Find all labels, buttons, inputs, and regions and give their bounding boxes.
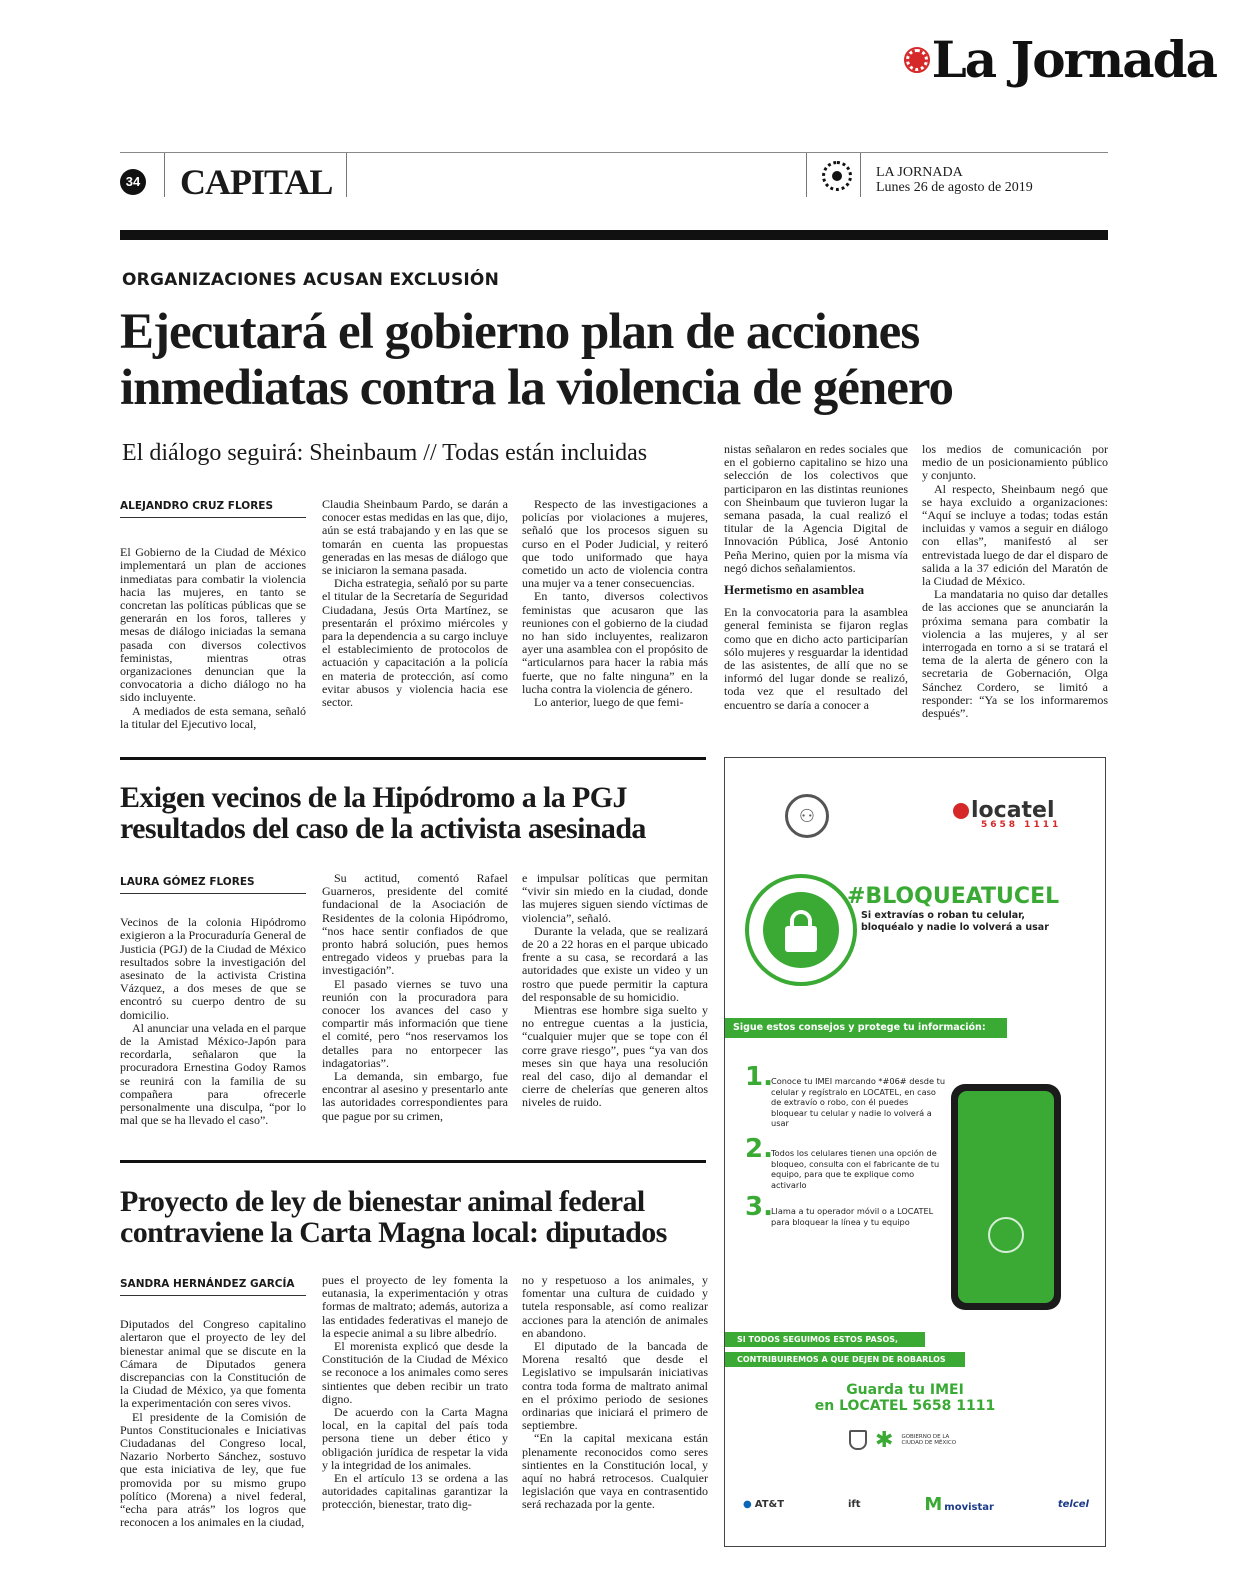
article2-headline xyxy=(120,782,646,844)
imei-line: Guarda tu IMEI xyxy=(846,1382,964,1398)
paragraph: A mediados de esta semana, señaló la titular del Ejecutivo local, xyxy=(120,703,306,731)
ad-footer-line: CONTRIBUIREMOS A QUE DEJEN DE ROBARLOS xyxy=(725,1352,965,1367)
article2-column-3 xyxy=(522,872,708,1110)
paragraph: “En la capital mexicana están plenamente reconocidos como seres sintientes en la Constitución local, y aquí no habrá retrocesos. Cualquier legislación que vaya en contrasentido será rechazada por la gente. xyxy=(522,1431,708,1512)
sponsor-logos xyxy=(743,1494,1089,1515)
locatel-number: 5658 1111 xyxy=(981,820,1062,830)
ad-step xyxy=(745,1192,945,1227)
paragraph: Dicha estrategia, señaló por su parte el titular de la Secretaría de Seguridad Ciudadana, Jesús Orta Martínez, se presentarán el próximo miércoles y para la dependencia a su cargo incluye el establecimiento de protocolos de actuación y capacitación a la policía en materia de protección, así como evitar abusos y violencia hacia ese sector. xyxy=(322,576,508,710)
ad-step xyxy=(745,1134,945,1190)
locatel-advertisement xyxy=(724,757,1106,1547)
paragraph: pues el proyecto de ley fomenta la eutanasia, la experimentación y otras formas de maltrato; además, autoriza a las entidades federativas el manejo de la especie animal a su libre albedrío. xyxy=(322,1273,508,1340)
paragraph: los medios de comunicación por medio de un posicionamiento público y conjunto. xyxy=(922,442,1108,483)
ad-hashtag: #BLOQUEATUCEL xyxy=(847,884,1060,909)
paragraph: El pasado viernes se tuvo una reunión con la procuradora para conocer los avances del caso y compartir más información que tiene el comité, pero “nos reservamos los detalles para no entorpecer las indagatorias”. xyxy=(322,976,508,1070)
ad-tips-banner: Sigue estos consejos y protege tu información: xyxy=(725,1018,1007,1038)
padlock-background xyxy=(763,892,839,968)
att-logo: ● AT&T xyxy=(743,1499,784,1510)
article1-intertitle: Hermetismo en asamblea xyxy=(724,582,865,598)
article1-kicker: ORGANIZACIONES ACUSAN EXCLUSIÓN xyxy=(122,270,499,290)
page-header xyxy=(120,152,1108,200)
padlock-body xyxy=(785,926,817,952)
paper-name: LA JORNADA xyxy=(876,165,963,180)
header-divider xyxy=(806,153,807,197)
step-number: 2. xyxy=(745,1134,773,1164)
ad-footer-line: SI TODOS SEGUIMOS ESTOS PASOS, xyxy=(725,1332,925,1347)
paragraph: El diputado de la bancada de Morena resaltó que desde el Legislativo se impulsarán iniciativas contra toda forma de maltrato animal en el próximo periodo de sesiones ordinarias que iniciará el primero de septiembre. xyxy=(522,1339,708,1433)
cdmx-star-icon: ✱ xyxy=(875,1427,894,1452)
article3-top-rule xyxy=(120,1160,706,1163)
article1-column-1 xyxy=(120,500,306,731)
header-divider xyxy=(346,153,347,197)
article1-headline xyxy=(120,304,1110,416)
step-text: Conoce tu IMEI marcando *#06# desde tu celular y regístralo en LOCATEL, en caso de extravío o robo, con él puedes bloquear tu celular y nadie lo volverá a usar xyxy=(771,1076,946,1128)
lock-icon xyxy=(988,1217,1024,1253)
paragraph: Respecto de las investigaciones a policías por violaciones a mujeres, señaló que los procesos siguen su curso en el Poder Judicial, y reiteró que todo uniformado que haya cometido un acto de violencia contra una mujer va a tener consecuencias. xyxy=(522,497,708,591)
headline-line: Exigen vecinos de la Hipódromo a la PGJ xyxy=(120,781,627,814)
headline-line: inmediatas contra la violencia de género xyxy=(120,360,954,416)
article1-column-2 xyxy=(322,498,508,709)
paragraph: Vecinos de la colonia Hipódromo exigieron a la Procuraduría General de Justicia (PGJ) de la Ciudad de México resultados sobre la investigación del asesinato de la activista Cristina Vázquez, a dos meses de que se encontró su cuerpo dentro de su domicilio. xyxy=(120,915,306,1022)
section-title: CAPITAL xyxy=(180,162,333,202)
ad-tagline: Si extravías o roban tu celular, bloquéalo y nadie lo volverá a usar xyxy=(861,910,1049,933)
logo-sun-icon xyxy=(906,49,928,71)
logo-text: La Jornada xyxy=(931,30,1216,89)
masthead-logo xyxy=(906,30,1216,89)
movistar-logo: M movistar xyxy=(924,1494,994,1515)
step-text: Llama a tu operador móvil o a LOCATEL para bloquear la línea y tu equipo xyxy=(771,1206,934,1227)
issue-date: Lunes 26 de agosto de 2019 xyxy=(876,180,1033,195)
paragraph: El morenista explicó que desde la Constitución de la Ciudad de México se reconoce a los animales como seres sintientes que deben recibir un trato digno. xyxy=(322,1339,508,1406)
paragraph: Mientras ese hombre siga suelto y no entregue cuentas a la justicia, “cualquier mujer que se tope con él corre grave riesgo”, pues “ya van dos meses sin que haya una resolución real del caso, dijo al demandar el cierre de chelerías que generen altos niveles de ruido. xyxy=(522,1003,708,1110)
article3-byline: SANDRA HERNÁNDEZ GARCÍA xyxy=(120,1278,306,1296)
imei-line: en LOCATEL 5658 1111 xyxy=(814,1398,996,1414)
government-text: GOBIERNO DE LA CIUDAD DE MÉXICO xyxy=(901,1433,957,1446)
coat-of-arms-icon xyxy=(849,1430,867,1450)
people-group-icon: ⚇ xyxy=(785,794,829,838)
location-pin-icon xyxy=(953,803,969,819)
paragraph: El presidente de la Comisión de Puntos Constitucionales e Iniciativas Ciudadanas del Congreso local, Nazario Norberto Sánchez, sostuvo que esta iniciativa de ley, que fue promovida por su mismo grupo político (Morena) a nivel federal, “echa para atrás” los logros que reconocen a los animales en la ciudad, xyxy=(120,1409,306,1530)
headline-line: contraviene la Carta Magna local: diputados xyxy=(120,1216,667,1249)
paragraph: La demanda, sin embargo, fue encontrar al asesino y presentarlo ante las autoridades correspondientes para que pague por su crimen, xyxy=(322,1069,508,1123)
paragraph: En el artículo 13 se ordena a las autoridades capitalinas garantizar la protección, bienestar, trato dig- xyxy=(322,1471,508,1512)
article1-byline: ALEJANDRO CRUZ FLORES xyxy=(120,500,306,518)
article1-subhead: El diálogo seguirá: Sheinbaum // Todas están incluidas xyxy=(122,440,648,466)
paragraph: Lo anterior, luego de que femi- xyxy=(534,695,684,710)
header-paper-info xyxy=(876,165,1033,195)
article3-column-3 xyxy=(522,1274,708,1512)
step-number: 1. xyxy=(745,1062,773,1092)
phone-screen xyxy=(958,1091,1054,1303)
article3-column-1 xyxy=(120,1278,306,1529)
headline-line: resultados del caso de la activista asesinada xyxy=(120,812,646,845)
step-text: Todos los celulares tienen una opción de bloqueo, consulta con el fabricante de tu equipo, para que te explique como activarlo xyxy=(771,1148,940,1190)
paragraph: Al anunciar una velada en el parque de la Amistad México-Japón para recordarla, señalaron que la procuradora Ernestina Godoy Ramos se reunirá con la familia de su compañera para ofrecerle personalmente una disculpa, “por lo mal que se ha llevado el caso”. xyxy=(120,1020,306,1128)
article2-top-rule xyxy=(120,757,706,760)
ad-step xyxy=(745,1062,946,1129)
ad-imei-callout xyxy=(805,1382,1005,1414)
article1-column-4 xyxy=(724,443,908,712)
article1-column-5 xyxy=(922,443,1108,720)
article2-column-1 xyxy=(120,876,306,1127)
header-rule xyxy=(120,230,1108,240)
paragraph: El Gobierno de la Ciudad de México implementará un plan de acciones inmediatas para combatir la violencia hacia las mujeres, en tanto se concretan las políticas públicas que se generarán en los foros, talleres y mesas de diálogo iniciadas la semana pasada con diversos colectivos feministas, mientras otras organizaciones denuncian que la convocatoria a dicho diálogo no ha sido incluyente. xyxy=(120,545,306,705)
smartphone-icon xyxy=(951,1084,1061,1310)
newspaper-sun-icon xyxy=(822,161,852,191)
paragraph: no y respetuoso a los animales, y fomentar una cultura de cuidado y tutela responsable, así como realizar acciones para la atención de animales en abandono. xyxy=(522,1273,708,1340)
paragraph: La mandataria no quiso dar detalles de las acciones que se anunciarán la próxima semana para combatir la violencia a las mujeres, y al ser interrogada en torno a si se tratará el tema de la alerta de género con la secretaria de Gobernación, Olga Sánchez Cordero, se limitó a responder: “Ya se los informaremos después”. xyxy=(922,587,1108,721)
article1-column-3 xyxy=(522,498,708,709)
headline-line: Proyecto de ley de bienestar animal federal xyxy=(120,1185,645,1218)
telcel-logo: telcel xyxy=(1057,1499,1089,1510)
step-number: 3. xyxy=(745,1192,773,1222)
ift-logo: ift xyxy=(847,1499,861,1510)
paragraph: En la convocatoria para la asamblea general feminista se fijaron reglas como que en dicho acto participarían sólo mujeres y resguardar la identidad de las asistentes, de allí que no se informó del lugar donde se realizó, toda vez que el resultado del encuentro se daría a conocer a xyxy=(724,605,908,712)
page-number: 34 xyxy=(120,169,146,195)
paragraph: nistas señalaron en redes sociales que en el gobierno capitalino se hizo una selección de los colectivos que participaron en las distintas reuniones con Sheinbaum que tuvieron lugar la semana pasada, la cual realizó el titular de la Agencia Digital de Innovación Pública, José Antonio Peña Merino, quien por la misma vía negó dichos señalamientos. xyxy=(724,442,908,575)
paragraph: Claudia Sheinbaum Pardo, se darán a conocer estas medidas en las que, dijo, aún se está trabajando y en las que se tomarán en cuenta las propuestas generadas en las mesas de diálogo que se iniciaron la semana pasada. xyxy=(322,497,508,578)
article3-headline xyxy=(120,1186,667,1248)
header-divider xyxy=(164,153,165,197)
paragraph: Diputados del Congreso capitalino alertaron que el proyecto de ley del bienestar animal que se discute en la Cámara de Diputados genera discrepancias con la Constitución de la Ciudad de México, ya que fomenta la experimentación con seres vivos. xyxy=(120,1317,306,1411)
headline-line: Ejecutará el gobierno plan de acciones xyxy=(120,304,920,360)
article2-column-2 xyxy=(322,872,508,1123)
paragraph: e impulsar políticas que permitan “vivir sin miedo en la ciudad, donde las mujeres siguen siendo víctimas de violencia”, señaló. xyxy=(522,871,708,925)
padlock-icon xyxy=(745,874,857,986)
cdmx-government-logo xyxy=(849,1427,961,1452)
header-divider xyxy=(860,153,861,197)
locatel-brand: locatel xyxy=(971,798,1055,823)
article3-column-2 xyxy=(322,1274,508,1512)
paragraph: En tanto, diversos colectivos feministas que acusaron que las reuniones con el gobierno de la ciudad no han sido incluyentes, realizaron ayer una asamblea con el propósito de “articularnos para hacer la rabia más fuerte, que no falte ninguna” en la lucha contra la violencia de género. xyxy=(522,589,708,696)
paragraph: De acuerdo con la Carta Magna local, en la capital del país toda persona tiene un deber ético y obligación jurídica de respetar la vida y la integridad de los animales. xyxy=(322,1405,508,1472)
paragraph: Durante la velada, que se realizará de 20 a 22 horas en el parque ubicado frente a su casa, se recordará a las autoridades que existe un video y un rostro que puede permitir la captura del responsable de su homicidio. xyxy=(522,923,708,1004)
paragraph: Su actitud, comentó Rafael Guarneros, presidente del comité fundacional de la Asociación de Residentes de la colonia Hipódromo, “nos hace sentir confiados de que pronto habrá solución, pues hemos entregado videos y pruebas para la investigación”. xyxy=(322,871,508,978)
paragraph: Al respecto, Sheinbaum negó que se haya excluido a organizaciones: “Aquí se incluye a todas; todas están incluidas y vamos a seguir en diálogo con ellas”, manifestó al ser entrevistada luego de dar el disparo de salida a la 37 edición del Maratón de la Ciudad de México. xyxy=(922,481,1108,589)
article2-byline: LAURA GÓMEZ FLORES xyxy=(120,876,306,894)
